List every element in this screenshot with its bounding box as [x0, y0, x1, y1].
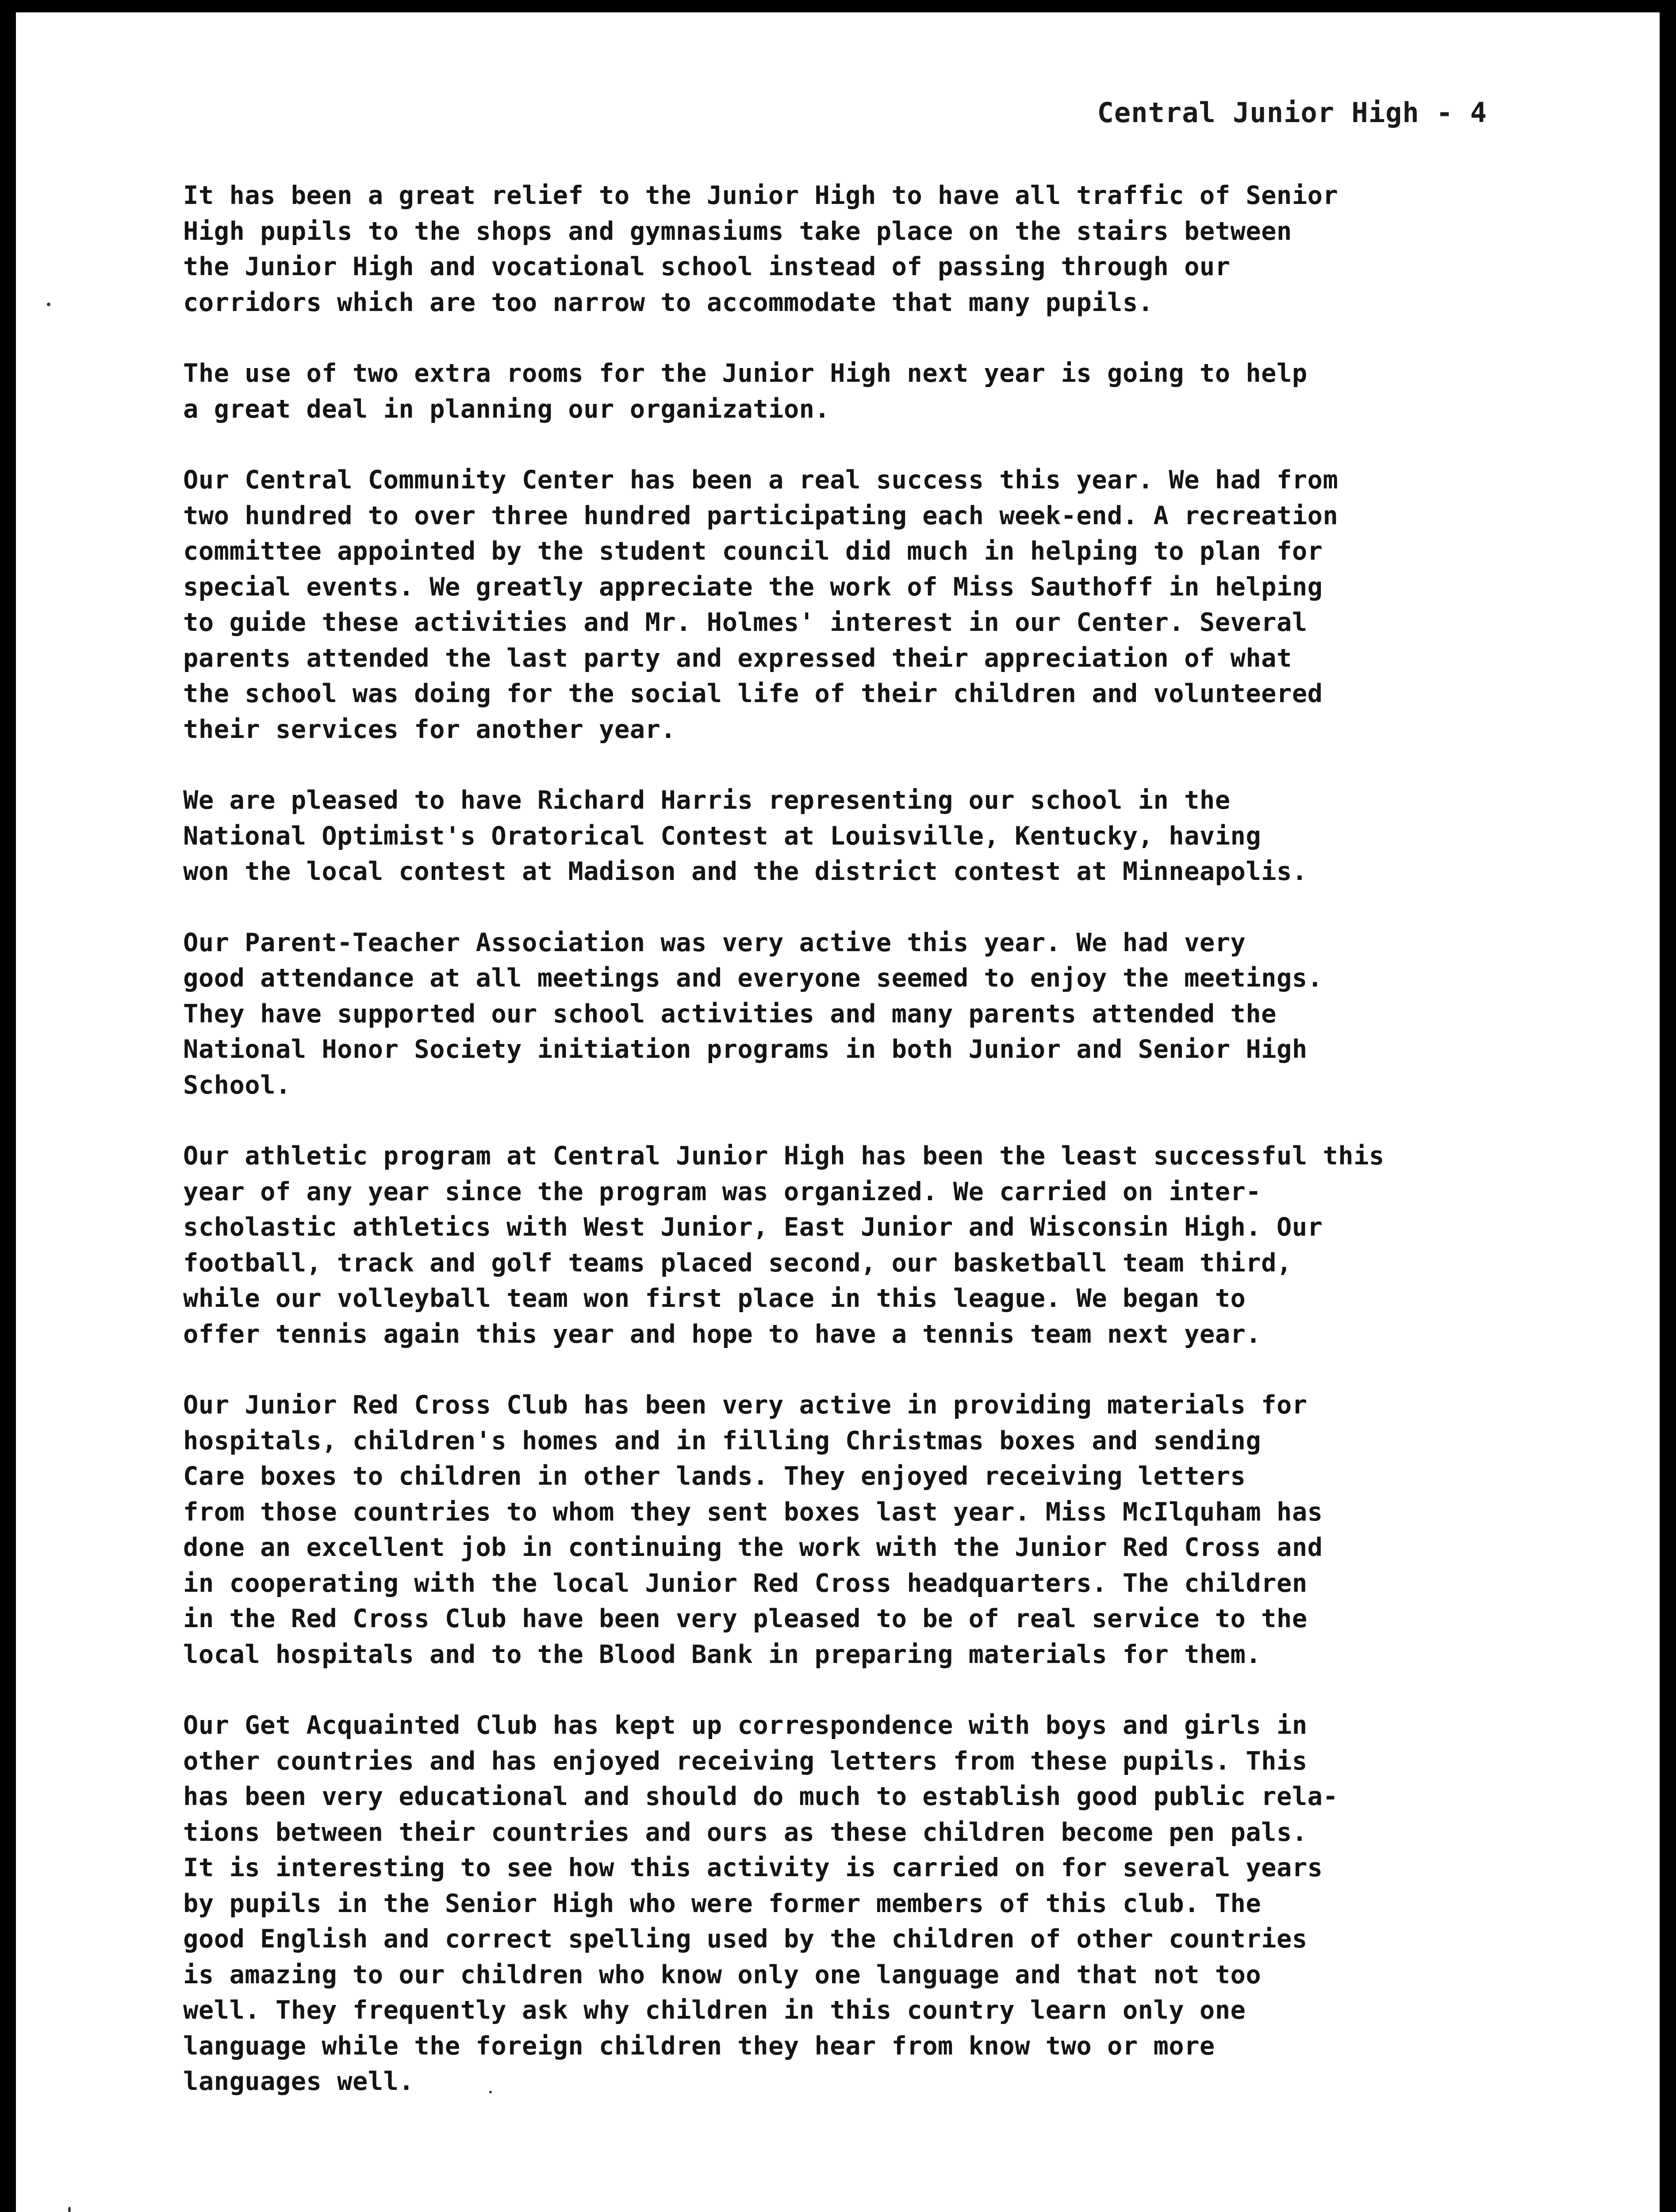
- text-line: won the local contest at Madison and the district contest at Minneapolis.: [183, 857, 1308, 886]
- text-line: corridors which are too narrow to accommodate that many pupils.: [183, 288, 1154, 317]
- text-line: tions between their countries and ours as these children become pen pals.: [183, 1817, 1308, 1847]
- text-line: year of any year since the program was organized. We carried on inter-: [183, 1177, 1262, 1206]
- paragraph: [183, 925, 1576, 1103]
- text-line: parents attended the last party and expressed their appreciation of what: [183, 643, 1292, 673]
- paragraph: [183, 783, 1576, 890]
- text-line: from those countries to whom they sent boxes last year. Miss McIlquham has: [183, 1497, 1323, 1527]
- text-line: The use of two extra rooms for the Junior High next year is going to help: [183, 359, 1308, 388]
- paragraph: [183, 356, 1576, 427]
- text-line: well. They frequently ask why children in this country learn only one: [183, 1996, 1246, 2025]
- text-line: while our volleyball team won first place in this league. We began to: [183, 1284, 1246, 1313]
- text-line: local hospitals and to the Blood Bank in preparing materials for them.: [183, 1640, 1262, 1669]
- text-line: done an excellent job in continuing the work with the Junior Red Cross and: [183, 1533, 1323, 1562]
- text-line: by pupils in the Senior High who were former members of this club. The: [183, 1889, 1262, 1918]
- text-line: hospitals, children's homes and in filling Christmas boxes and sending: [183, 1426, 1262, 1455]
- document-page: [16, 12, 1660, 2212]
- text-line: a great deal in planning our organization.: [183, 394, 830, 424]
- document-body: [183, 178, 1576, 2135]
- paper-speck: [489, 2091, 492, 2093]
- text-line: It is interesting to see how this activity is carried on for several years: [183, 1853, 1323, 1882]
- text-line: in the Red Cross Club have been very pleased to be of real service to the: [183, 1604, 1308, 1633]
- text-line: committee appointed by the student council did much in helping to plan for: [183, 537, 1323, 566]
- text-line: Our athletic program at Central Junior High has been the least successful this: [183, 1141, 1385, 1171]
- text-line: Care boxes to children in other lands. They enjoyed receiving letters: [183, 1462, 1246, 1491]
- text-line: They have supported our school activities and many parents attended the: [183, 999, 1277, 1029]
- text-line: High pupils to the shops and gymnasiums take place on the stairs between: [183, 216, 1292, 246]
- paragraph: [183, 1138, 1576, 1352]
- text-line: offer tennis again this year and hope to have a tennis team next year.: [183, 1319, 1262, 1349]
- text-line: two hundred to over three hundred participating each week-end. A recreation: [183, 501, 1338, 530]
- text-line: in cooperating with the local Junior Red Cross headquarters. The children: [183, 1568, 1308, 1598]
- text-line: National Optimist's Oratorical Contest at Louisville, Kentucky, having: [183, 821, 1262, 851]
- paragraph: [183, 1708, 1576, 2100]
- text-line: good attendance at all meetings and everyone seemed to enjoy the meetings.: [183, 964, 1323, 993]
- text-line: the Junior High and vocational school instead of passing through our: [183, 252, 1231, 281]
- paragraph: [183, 462, 1576, 747]
- text-line: scholastic athletics with West Junior, East Junior and Wisconsin High. Our: [183, 1213, 1323, 1242]
- paragraph: [183, 178, 1576, 320]
- text-line: has been very educational and should do much to establish good public rela-: [183, 1782, 1338, 1811]
- text-line: Our Central Community Center has been a real success this year. We had from: [183, 465, 1338, 495]
- text-line: School.: [183, 1070, 291, 1100]
- text-line: We are pleased to have Richard Harris representing our school in the: [183, 786, 1231, 815]
- text-line: Our Junior Red Cross Club has been very active in providing materials for: [183, 1390, 1308, 1420]
- text-line: National Honor Society initiation programs in both Junior and Senior High: [183, 1035, 1308, 1064]
- text-line: language while the foreign children they hear from know two or more: [183, 2031, 1215, 2061]
- text-line: football, track and golf teams placed second, our basketball team third,: [183, 1248, 1292, 1278]
- paper-speck: [68, 2207, 71, 2212]
- text-line: the school was doing for the social life of their children and volunteered: [183, 679, 1323, 708]
- text-line: is amazing to our children who know only one language and that not too: [183, 1960, 1262, 1989]
- text-line: It has been a great relief to the Junior High to have all traffic of Senior: [183, 181, 1338, 210]
- paragraph: [183, 1387, 1576, 1672]
- text-line: languages well.: [183, 2067, 414, 2096]
- text-line: to guide these activities and Mr. Holmes' interest in our Center. Several: [183, 608, 1308, 637]
- text-line: Our Parent-Teacher Association was very active this year. We had very: [183, 928, 1246, 957]
- text-line: good English and correct spelling used by the children of other countries: [183, 1924, 1308, 1954]
- text-line: special events. We greatly appreciate the work of Miss Sauthoff in helping: [183, 572, 1323, 602]
- text-line: Our Get Acquainted Club has kept up correspondence with boys and girls in: [183, 1711, 1308, 1740]
- text-line: their services for another year.: [183, 714, 676, 744]
- page-header: Central Junior High - 4: [1097, 96, 1487, 129]
- text-line: other countries and has enjoyed receiving letters from these pupils. This: [183, 1746, 1308, 1776]
- paper-speck: [47, 303, 50, 306]
